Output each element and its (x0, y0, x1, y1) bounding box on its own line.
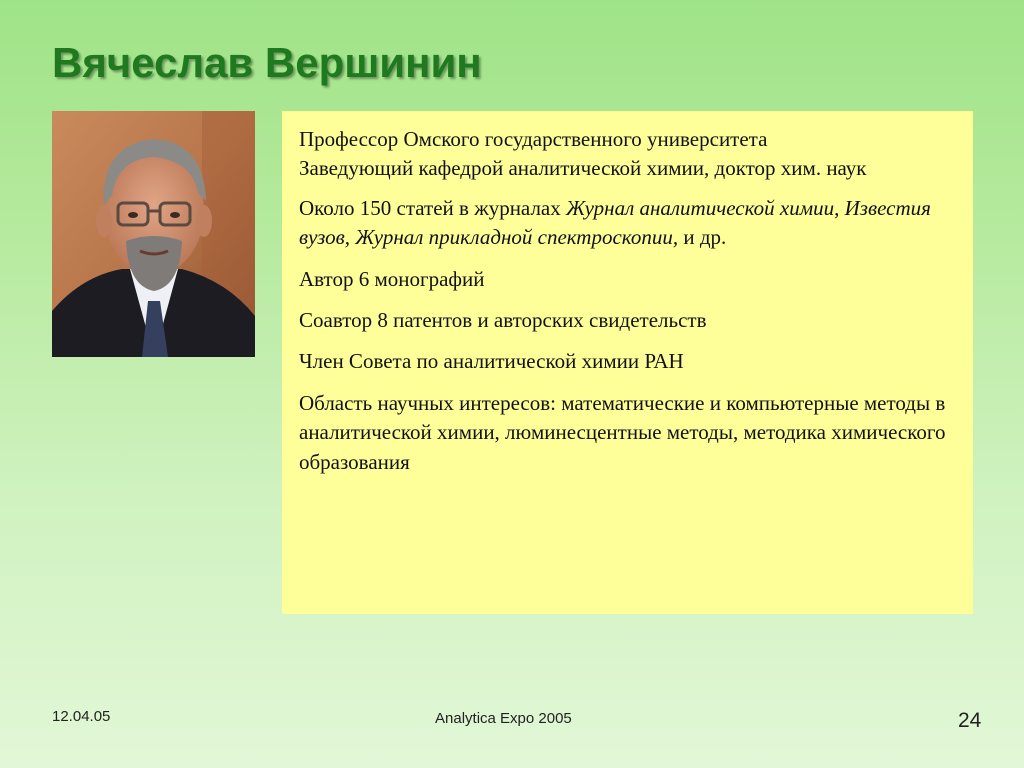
articles-prefix: Около 150 статей в журналах (299, 195, 566, 220)
articles-paragraph (299, 194, 955, 253)
articles-journals: Журнал аналитической химии, Известия вузов, Журнал прикладной спектроскопии, (299, 195, 931, 250)
portrait-photo (52, 111, 255, 357)
page-number: 24 (958, 709, 982, 732)
position-line-university: Профессор Омского государственного университета (299, 127, 768, 151)
slide-title: Вячеслав Вершинин (52, 39, 482, 86)
position-paragraph (299, 125, 955, 184)
bio-panel (282, 111, 973, 614)
patents-paragraph: Соавтор 8 патентов и авторских свидетельств (299, 307, 707, 332)
articles-suffix: и др. (678, 225, 727, 250)
position-line-department: Заведующий кафедрой аналитической химии, доктор хим. наук (299, 156, 867, 181)
interests-paragraph: Область научных интересов: математические и компьютерные методы в аналитической химии, люминесцентные методы, методика химического образования (299, 390, 946, 474)
monographs-paragraph: Автор 6 монографий (299, 266, 485, 291)
footer-date: 12.04.05 (52, 708, 111, 725)
footer-event: Analytica Expo 2005 (435, 710, 572, 727)
council-paragraph: Член Совета по аналитической химии РАН (299, 349, 684, 374)
